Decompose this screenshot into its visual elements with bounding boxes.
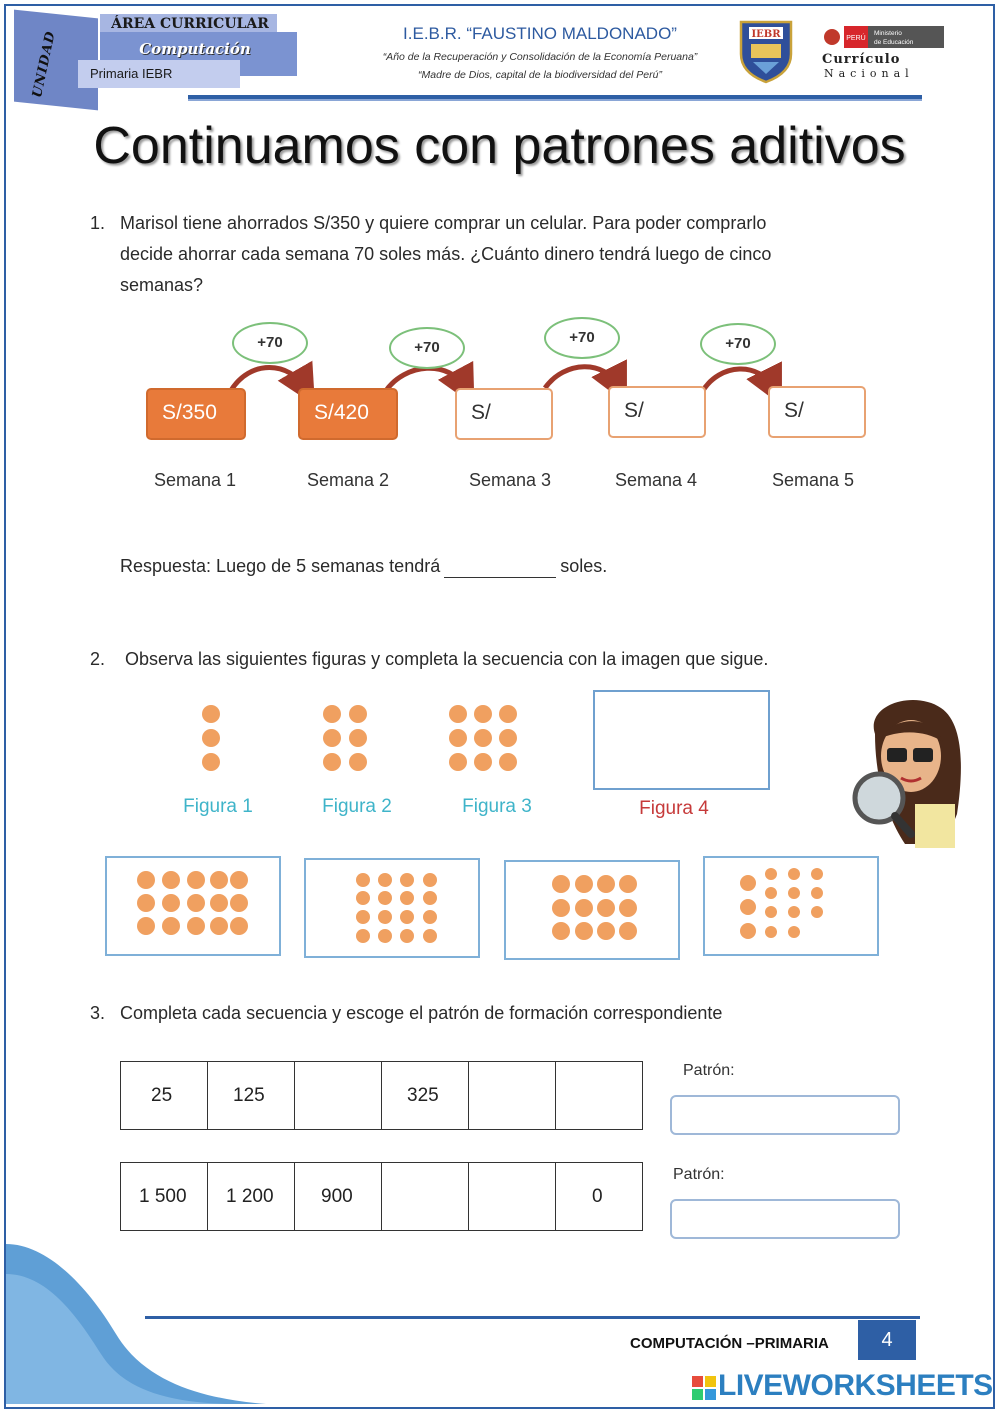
arrow-icon bbox=[702, 369, 773, 392]
dot bbox=[137, 917, 155, 935]
dot bbox=[619, 922, 637, 940]
dot bbox=[449, 753, 467, 771]
dot bbox=[575, 899, 593, 917]
dot bbox=[788, 868, 800, 880]
dot bbox=[423, 873, 437, 887]
table-cell-blank[interactable] bbox=[382, 1163, 469, 1231]
dot bbox=[137, 894, 155, 912]
dot bbox=[356, 929, 370, 943]
dot bbox=[400, 873, 414, 887]
dot bbox=[356, 910, 370, 924]
dot bbox=[400, 910, 414, 924]
option-dots bbox=[506, 862, 678, 958]
question-number: 3. bbox=[90, 1003, 106, 1023]
table-cell: 125 bbox=[208, 1062, 295, 1130]
week-4-amount[interactable]: S/ bbox=[608, 386, 706, 438]
dot bbox=[378, 873, 392, 887]
question-text-line: Completa cada secuencia y escoge el patrón de formación correspondiente bbox=[120, 1003, 723, 1023]
week-label: Semana 1 bbox=[153, 470, 237, 490]
school-name: I.E.B.R. “FAUSTINO MALDONADO” bbox=[403, 24, 677, 43]
dot bbox=[202, 705, 220, 723]
school-crest-icon bbox=[735, 18, 797, 84]
table-cell: 25 bbox=[121, 1062, 208, 1130]
sequence-input[interactable] bbox=[586, 1085, 642, 1106]
dot bbox=[423, 929, 437, 943]
ministry-country: PERÚ bbox=[846, 35, 866, 42]
dot bbox=[499, 705, 517, 723]
dot bbox=[740, 899, 756, 915]
dot bbox=[423, 910, 437, 924]
figure-4-dropzone[interactable] bbox=[593, 690, 770, 790]
answer-input[interactable] bbox=[444, 559, 556, 578]
question-text-line: decide ahorrar cada semana 70 soles más. ¿Cuánto dinero tendrá luego de cinco bbox=[120, 244, 772, 264]
level-text: Primaria IEBR bbox=[90, 66, 173, 81]
table-cell: 0 bbox=[556, 1163, 643, 1231]
sequence-input[interactable] bbox=[499, 1186, 555, 1207]
question-number: 2. bbox=[90, 649, 106, 669]
figure-1-dots bbox=[190, 700, 230, 778]
dot bbox=[499, 753, 517, 771]
watermark: LIVEWORKSHEETS bbox=[718, 1369, 993, 1402]
dot bbox=[552, 899, 570, 917]
dot bbox=[619, 899, 637, 917]
dot bbox=[552, 922, 570, 940]
dot bbox=[788, 887, 800, 899]
week-2-amount: S/420 bbox=[298, 388, 398, 440]
dot bbox=[474, 753, 492, 771]
question-text-line: semanas? bbox=[120, 275, 204, 295]
dot bbox=[575, 875, 593, 893]
unit-label: UNIDAD bbox=[30, 29, 59, 100]
liveworksheets-icon bbox=[692, 1376, 716, 1400]
table-cell-blank[interactable] bbox=[469, 1163, 556, 1231]
figure-label: Figura 2 bbox=[322, 796, 392, 817]
figure-3-dots bbox=[445, 700, 529, 778]
dot bbox=[499, 729, 517, 747]
dot bbox=[202, 729, 220, 747]
dot bbox=[597, 922, 615, 940]
question-2 bbox=[90, 644, 905, 675]
dot bbox=[811, 906, 823, 918]
dot bbox=[474, 705, 492, 723]
sequence-input[interactable] bbox=[499, 1085, 555, 1106]
dot bbox=[449, 729, 467, 747]
pattern-label: Patrón: bbox=[673, 1166, 725, 1183]
option-dots bbox=[705, 858, 877, 954]
peru-shield-icon bbox=[824, 29, 840, 45]
dot bbox=[230, 917, 248, 935]
table-cell-blank[interactable] bbox=[469, 1062, 556, 1130]
sequence-table-1 bbox=[120, 1061, 643, 1130]
table-cell: 900 bbox=[295, 1163, 382, 1231]
dot bbox=[765, 887, 777, 899]
week-1-amount: S/350 bbox=[146, 388, 246, 440]
pattern-input-1[interactable] bbox=[670, 1095, 900, 1135]
question-1 bbox=[90, 208, 900, 301]
dot bbox=[230, 871, 248, 889]
area-title: ÁREA CURRICULAR bbox=[111, 16, 269, 32]
dot bbox=[811, 868, 823, 880]
dot bbox=[349, 705, 367, 723]
answer-suffix: soles. bbox=[560, 556, 608, 576]
dot bbox=[187, 917, 205, 935]
page-title: Continuamos con patrones aditivos bbox=[93, 117, 906, 175]
area-subject: Computación bbox=[139, 40, 251, 58]
pattern-input-2[interactable] bbox=[670, 1199, 900, 1239]
footer-subject: COMPUTACIÓN –PRIMARIA bbox=[630, 1335, 829, 1352]
figure-label: Figura 3 bbox=[462, 796, 532, 817]
header-divider bbox=[188, 95, 922, 101]
dot bbox=[378, 929, 392, 943]
dot bbox=[619, 875, 637, 893]
ministry-line1: Ministerio bbox=[874, 30, 902, 37]
option-16-dots[interactable] bbox=[304, 858, 480, 958]
question-text-line: Marisol tiene ahorrados S/350 y quiere comprar un celular. Para poder comprarlo bbox=[120, 213, 767, 233]
week-label: Semana 3 bbox=[468, 470, 552, 490]
week-5-amount[interactable]: S/ bbox=[768, 386, 866, 438]
dot bbox=[400, 929, 414, 943]
dot bbox=[423, 891, 437, 905]
curriculum-subtitle: Nacional bbox=[824, 67, 914, 80]
dot bbox=[210, 917, 228, 935]
dot bbox=[162, 917, 180, 935]
dot bbox=[378, 891, 392, 905]
arrow-icon bbox=[385, 368, 465, 392]
motto-year: “Año de la Recuperación y Consolidación de la Economía Peruana” bbox=[382, 51, 698, 63]
dot bbox=[356, 873, 370, 887]
dot bbox=[765, 868, 777, 880]
week-3-amount[interactable]: S/ bbox=[455, 388, 553, 440]
week-label: Semana 5 bbox=[771, 470, 855, 490]
avatar-magnifier-icon bbox=[845, 694, 963, 848]
page-number: 4 bbox=[858, 1320, 916, 1360]
curriculum-title: Currículo bbox=[822, 52, 901, 67]
dot bbox=[765, 926, 777, 938]
dot bbox=[765, 906, 777, 918]
dot bbox=[575, 922, 593, 940]
figure-2-dots bbox=[318, 700, 378, 778]
question-text-line: Observa las siguientes figuras y completa la secuencia con la imagen que sigue. bbox=[125, 649, 769, 669]
dot bbox=[202, 753, 220, 771]
dot bbox=[400, 891, 414, 905]
dot bbox=[349, 753, 367, 771]
answer-line bbox=[120, 556, 607, 578]
week-label: Semana 2 bbox=[306, 470, 390, 490]
dot bbox=[811, 887, 823, 899]
dot bbox=[378, 910, 392, 924]
dot bbox=[323, 729, 341, 747]
option-14-dots[interactable] bbox=[703, 856, 879, 956]
sequence-input[interactable] bbox=[412, 1186, 468, 1207]
dot bbox=[597, 899, 615, 917]
table-cell-blank[interactable] bbox=[295, 1062, 382, 1130]
table-cell-blank[interactable] bbox=[556, 1062, 643, 1130]
dot bbox=[740, 875, 756, 891]
dot bbox=[187, 894, 205, 912]
dot bbox=[356, 891, 370, 905]
ministry-line2: de Educación bbox=[874, 39, 914, 46]
table-row bbox=[121, 1163, 643, 1231]
dot bbox=[137, 871, 155, 889]
dot bbox=[323, 705, 341, 723]
option-15-dots[interactable] bbox=[105, 856, 281, 956]
dot bbox=[449, 705, 467, 723]
question-number: 1. bbox=[90, 213, 106, 233]
option-dots bbox=[306, 860, 478, 956]
dot bbox=[349, 729, 367, 747]
increment-oval: +70 bbox=[700, 323, 776, 365]
motto-region: “Madre de Dios, capital de la biodiversidad del Perú” bbox=[418, 69, 662, 81]
dot bbox=[788, 926, 800, 938]
pattern-label: Patrón: bbox=[683, 1062, 735, 1079]
table-row bbox=[121, 1062, 643, 1130]
dot bbox=[162, 894, 180, 912]
dot bbox=[187, 871, 205, 889]
option-dots bbox=[107, 858, 279, 954]
sequence-table-2 bbox=[120, 1162, 643, 1231]
dot bbox=[740, 923, 756, 939]
week-label: Semana 4 bbox=[614, 470, 698, 490]
increment-oval: +70 bbox=[544, 317, 620, 359]
question-3 bbox=[90, 998, 900, 1029]
increment-oval: +70 bbox=[232, 322, 308, 364]
corner-decoration bbox=[6, 1244, 266, 1404]
dot bbox=[552, 875, 570, 893]
dot bbox=[210, 894, 228, 912]
table-cell: 1 500 bbox=[121, 1163, 208, 1231]
table-cell: 1 200 bbox=[208, 1163, 295, 1231]
figure-label: Figura 1 bbox=[183, 796, 253, 817]
dot bbox=[230, 894, 248, 912]
increment-oval: +70 bbox=[389, 327, 465, 369]
dot bbox=[162, 871, 180, 889]
dot bbox=[788, 906, 800, 918]
arrow-icon bbox=[545, 367, 618, 388]
answer-prefix: Respuesta: Luego de 5 semanas tendrá bbox=[120, 556, 441, 576]
dot bbox=[323, 753, 341, 771]
dot bbox=[210, 871, 228, 889]
figure-label: Figura 4 bbox=[639, 798, 709, 819]
option-12-dots[interactable] bbox=[504, 860, 680, 960]
table-cell: 325 bbox=[382, 1062, 469, 1130]
sequence-input[interactable] bbox=[325, 1085, 381, 1106]
dot bbox=[597, 875, 615, 893]
crest-text: IEBR bbox=[751, 29, 781, 40]
dot bbox=[474, 729, 492, 747]
footer-divider bbox=[145, 1316, 920, 1319]
